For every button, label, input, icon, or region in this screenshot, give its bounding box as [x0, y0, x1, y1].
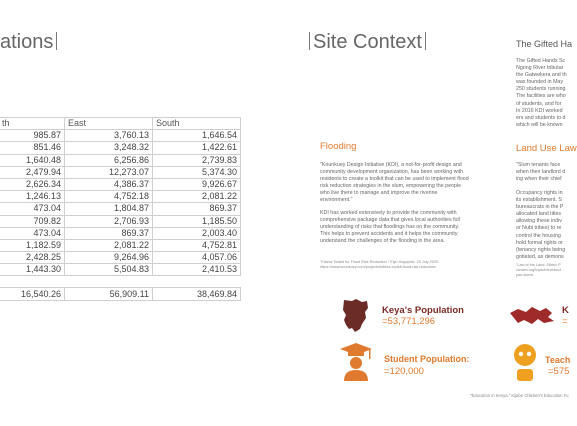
kibera-map-icon — [508, 303, 568, 327]
table-cell: 4,386.37 — [65, 178, 153, 190]
kenya-population-value: =53,771,296 — [382, 316, 436, 327]
table-spacer-row — [0, 276, 241, 288]
total-cell: 56,909.11 — [65, 288, 153, 300]
table-row — [0, 227, 241, 239]
table-cell: 6,256.86 — [65, 154, 153, 166]
cost-table — [0, 117, 241, 301]
teacher-label-fragment: Teach — [545, 355, 571, 365]
table-cell: 1,185.50 — [153, 215, 241, 227]
table-row — [0, 252, 241, 264]
kibera-value-fragment: = — [562, 316, 568, 327]
table-row — [0, 191, 241, 203]
table-cell: 2,739.83 — [153, 154, 241, 166]
table-row — [0, 215, 241, 227]
table-cell: 4,752.18 — [65, 191, 153, 203]
table-cell: 9,264.96 — [65, 252, 153, 264]
graduate-icon — [338, 341, 374, 381]
table-cell: 2,081.22 — [153, 191, 241, 203]
table-row — [0, 178, 241, 190]
table-cell: 869.37 — [153, 203, 241, 215]
table-cell: 1,646.54 — [153, 130, 241, 142]
table-cell: 1,246.13 — [0, 191, 65, 203]
kibera-label-fragment: K — [562, 305, 569, 316]
table-row — [0, 203, 241, 215]
table-cell: 2,003.40 — [153, 227, 241, 239]
flooding-citation: "Kibera Toolkit for Flood Risk Reduction." Elyn Hagopick. 29 July 2020. https://www.kounkuey.com/projects/kibera-toolkit-flood-risk-reduction/ — [320, 260, 440, 269]
table-cell: 3,760.13 — [65, 130, 153, 142]
table-cell: 1,804.87 — [65, 203, 153, 215]
table-cell: 869.37 — [65, 227, 153, 239]
table-cell: 1,443.30 — [0, 264, 65, 276]
table-cell: 985.87 — [0, 130, 65, 142]
table-cell: 12,273.07 — [65, 166, 153, 178]
table-cell: 4,752.81 — [153, 239, 241, 251]
table-cell: 1,182.59 — [0, 239, 65, 251]
table-cell: 3,248.32 — [65, 142, 153, 154]
table-cell: 473.04 — [0, 227, 65, 239]
kenya-map-icon — [340, 298, 370, 334]
total-cell: 16,540.26 — [0, 288, 65, 300]
kenya-population-label: Keya's Population — [382, 305, 464, 316]
land-use-citation: "Law of the Land: Ethnic P voxdev.org/topic/infrastruct yan-slums — [516, 263, 562, 277]
table-cell: 2,410.53 — [153, 264, 241, 276]
table-total-row — [0, 288, 241, 300]
table-row — [0, 154, 241, 166]
table-cell: 2,626.34 — [0, 178, 65, 190]
land-use-body: Occupancy rights in its establishment. S bureaucrats in the P allocated land titles allowing these indiv or Nubi tribes) to re control the housing hold formal rights or (tenancy rights being gotiated, as demons — [516, 190, 566, 260]
table-cell: 1,422.61 — [153, 142, 241, 154]
table-cell: 851.46 — [0, 142, 65, 154]
table-cell: 473.04 — [0, 203, 65, 215]
table-cell: 2,081.22 — [65, 239, 153, 251]
teacher-icon — [510, 343, 540, 381]
table-cell: 5,504.83 — [65, 264, 153, 276]
header-cell: East — [65, 118, 153, 130]
land-use-heading: Land Use Law — [516, 143, 577, 154]
table-row — [0, 239, 241, 251]
teacher-value-fragment: =575 — [548, 366, 570, 377]
left-page-title: ations — [0, 31, 60, 54]
header-cell: South — [153, 118, 241, 130]
cost-table-container — [0, 117, 241, 301]
site-context-title: Site Context — [309, 31, 429, 54]
table-cell: 5,374.30 — [153, 166, 241, 178]
student-population-label: Student Population: — [384, 354, 470, 364]
table-cell: 2,479.94 — [0, 166, 65, 178]
gifted-heading: The Gifted Ha — [516, 39, 573, 49]
student-population-value: =120,000 — [384, 366, 424, 377]
table-cell: 1,640.48 — [0, 154, 65, 166]
table-row — [0, 142, 241, 154]
table-row — [0, 166, 241, 178]
flooding-quote: "Kounkuey Design Initiative (KDI), a not-for-profit design and community development organization, has been working with residents to create a toolkit that can be used to implement flood risk reduction strategies in the slum, empowering the people who live there to manage and improve the riverine environment." — [320, 162, 469, 204]
total-cell: 38,469.84 — [153, 288, 241, 300]
table-cell: 2,706.93 — [65, 215, 153, 227]
table-cell: 2,428.25 — [0, 252, 65, 264]
table-cell: 9,926.67 — [153, 178, 241, 190]
header-cell: th — [0, 118, 65, 130]
flooding-body: KDI has worked extensively to provide the community with comprehensive package data that gives local authorities full understanding of risks that floodings has on the community. This helps to prevent accidents and it helps the community understand the challenges of the flooding in the area. — [320, 210, 460, 245]
land-use-quote: "Slum tenants face when their landlord d ing when their chief — [516, 162, 566, 183]
gifted-body: The Gifted Hands Sc Ngong River tributar the Gatwekera and th was founded in May 250 students running The facilities are who of students, and for In 2016 KDI worked ers and students to d which will be known — [516, 58, 567, 128]
footer-citation: "Education in Kenya." Kijabe Children's Education Fu — [470, 393, 569, 398]
table-cell: 709.82 — [0, 215, 65, 227]
table-row — [0, 130, 241, 142]
table-header-row — [0, 118, 241, 130]
table-cell: 4,057.06 — [153, 252, 241, 264]
flooding-heading: Flooding — [320, 141, 357, 152]
table-row — [0, 264, 241, 276]
